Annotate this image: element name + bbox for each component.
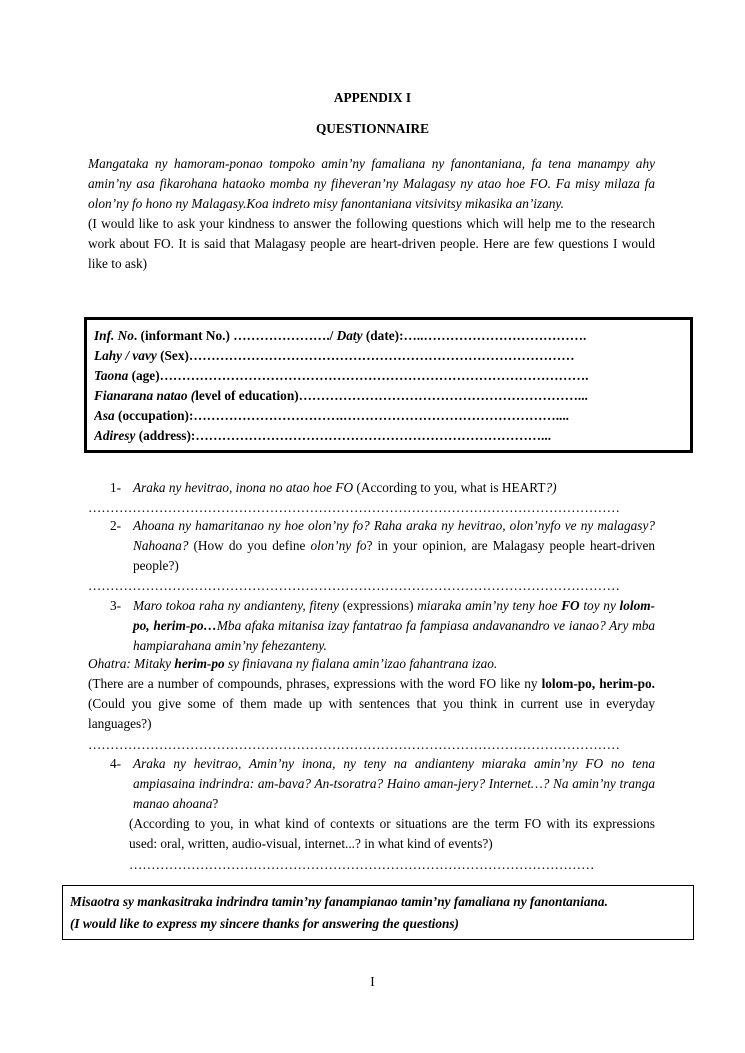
question-4-english: (According to you, in what kind of contexts or situations are the term FO with its expressions used: oral, written, audio-visual, internet...? in what kind of events?) — [129, 816, 655, 851]
answer-line-1: ………………………………………………………………………………………………………… — [88, 500, 620, 515]
informant-number-date-row: Inf. No. (informant No.) …………………./ Daty (date):…..………………………………. — [94, 328, 587, 343]
thanks-malagasy: Misaotra sy mankasitraka indrindra tamin’ny fanampianao tamin’ny famaliana ny fanontaniana. — [70, 894, 608, 909]
answer-line-3: ………………………………………………………………………………………………………… — [88, 737, 620, 752]
informant-info-box — [84, 317, 693, 453]
question-text: Araka ny hevitrao, inona no atao hoe FO (According to you, what is HEART?) — [133, 480, 557, 495]
questionnaire-subtitle: QUESTIONNAIRE — [315, 121, 430, 136]
question-number: 1- — [110, 480, 122, 495]
question-text: Araka ny hevitrao, Amin’ny inona, ny teny na andianteny miaraka amin’ny FO no tena ampiasaina indrindra: am-bava? An-tsoratra? Haino aman-jery? Internet…? Na amin’ny tranga manao ahoana? — [133, 756, 655, 811]
sex-row: Lahy / vavy (Sex)…………………………………………………………………………… — [94, 348, 575, 363]
answer-line-2: ………………………………………………………………………………………………………… — [88, 578, 620, 593]
page-number: I — [370, 974, 375, 989]
intro-paragraph — [88, 154, 655, 274]
thanks-box — [62, 885, 694, 940]
answer-line-4: …………………………………………………………………………………………… — [129, 857, 595, 872]
question-text: Maro tokoa raha ny andianteny, fiteny (expressions) miaraka amin’ny teny hoe FO toy ny lolom-po, herim-po…Mba afaka mitanisa izay fantatrao fa fampiasa andavanandro ve ianao? Ary mba hampiarahana amin’ny fehezanteny. — [133, 598, 655, 653]
intro-malagasy: Mangataka ny hamoram-ponao tompoko amin’ny famaliana ny fanontaniana, fa tena manampy ahy amin’ny asa fikarohana hataoko momba ny fiheveran’ny Malagasy ny atao hoe FO. Fa misy milaza fa olon’ny fo hono ny Malagasy.Koa indreto misy fanontaniana vitsivitsy mikasika an’izany. — [88, 156, 655, 211]
address-row: Adiresy (address):……………………………………………………………………... — [94, 428, 552, 443]
occupation-row: Asa (occupation):…………………………….………………………………………….... — [94, 408, 570, 423]
example-sentence: Ohatra: Mitaky herim-po sy finiavana ny fialana amin’izao fahantrana izao. — [88, 656, 498, 671]
question-text: Ahoana ny hamaritanao ny hoe olon’ny fo? Raha araka ny hevitrao, olon’nyfo ve ny malagasy? Nahoana? (How do you define olon’ny fo? in your opinion, are Malagasy people heart-driven people?) — [133, 518, 655, 573]
question-1 — [110, 478, 655, 498]
thanks-english: (I would like to express my sincere thanks for answering the questions) — [70, 916, 459, 931]
question-4 — [110, 754, 655, 814]
question-3-example — [88, 654, 655, 734]
appendix-title: APPENDIX I — [333, 90, 412, 105]
question-3-english: (There are a number of compounds, phrases, expressions with the word FO like ny lolom-po, herim-po. (Could you give some of them made up with sentences that you think in current use in everyday languages?) — [88, 676, 655, 731]
intro-english: (I would like to ask your kindness to answer the following questions which will help me to the research work about FO. It is said that Malagasy people are heart-driven people. Here are few questions I would like to ask) — [88, 216, 655, 271]
age-row: Taona (age)……………………………………………………………………………………. — [94, 368, 589, 383]
question-number: 4- — [110, 756, 122, 771]
education-row: Fianarana natao (level of education)………………………………………………………... — [94, 388, 588, 403]
question-number: 3- — [110, 598, 122, 613]
question-3 — [110, 596, 655, 656]
question-number: 2- — [110, 518, 122, 533]
question-2 — [110, 516, 655, 576]
